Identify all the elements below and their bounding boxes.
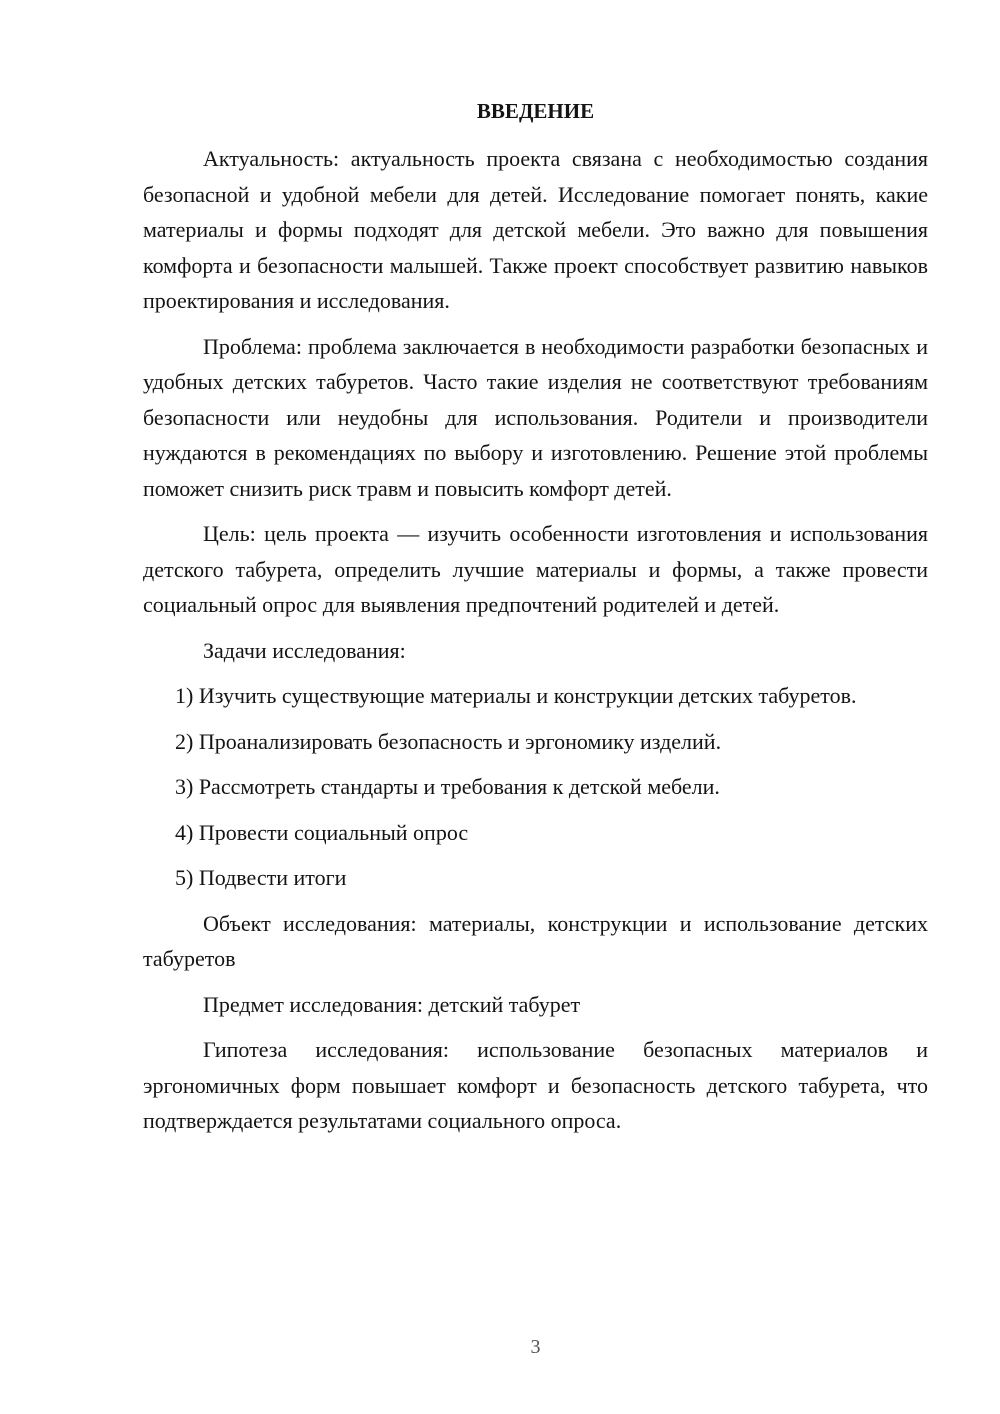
paragraph-goal: Цель: цель проекта — изучить особенности изготовления и использования детского табурета, определить лучшие материалы и формы, а также провести социальный опрос для выявления предпочтений родителей и детей.	[143, 521, 928, 617]
paragraph-tasks-heading: Задачи исследования:	[203, 637, 406, 663]
page-number: 3	[530, 1336, 541, 1358]
task-item-4: 4) Провести социальный опрос	[175, 819, 469, 845]
task-item-1: 1) Изучить существующие материалы и конструкции детских табуретов.	[175, 683, 857, 708]
paragraph-hypothesis: Гипотеза исследования: использование безопасных материалов и эргономичных форм повышает комфорт и безопасность детского табурета, что подтверждается результатами социального опроса.	[143, 1037, 928, 1133]
document-page	[143, 0, 928, 1414]
task-item-3: 3) Рассмотреть стандарты и требования к детской мебели.	[175, 774, 720, 799]
task-item-5: 5) Подвести итоги	[175, 865, 347, 890]
paragraph-problem: Проблема: проблема заключается в необходимости разработки безопасных и удобных детских табуретов. Часто такие изделия не соответствуют требованиям безопасности или неудобны для использования. Родители и производители нуждаются в рекомендациях по выбору и изготовлению. Решение этой проблемы поможет снизить риск травм и повысить комфорт детей.	[143, 333, 928, 501]
task-item-2: 2) Проанализировать безопасность и эргономику изделий.	[175, 728, 722, 754]
section-title: ВВЕДЕНИЕ	[476, 99, 595, 123]
paragraph-object: Объект исследования: материалы, конструкции и использование детских табуретов	[143, 910, 928, 971]
paragraph-relevance: Актуальность: актуальность проекта связана с необходимостью создания безопасной и удобной мебели для детей. Исследование помогает понять, какие материалы и формы подходят для детской мебели. Это важно для повышения комфорта и безопасности малышей. Также проект способствует развитию навыков проектирования и исследования.	[143, 146, 928, 313]
document-body	[143, 141, 928, 1149]
paragraph-subject: Предмет исследования: детский табурет	[203, 991, 581, 1017]
